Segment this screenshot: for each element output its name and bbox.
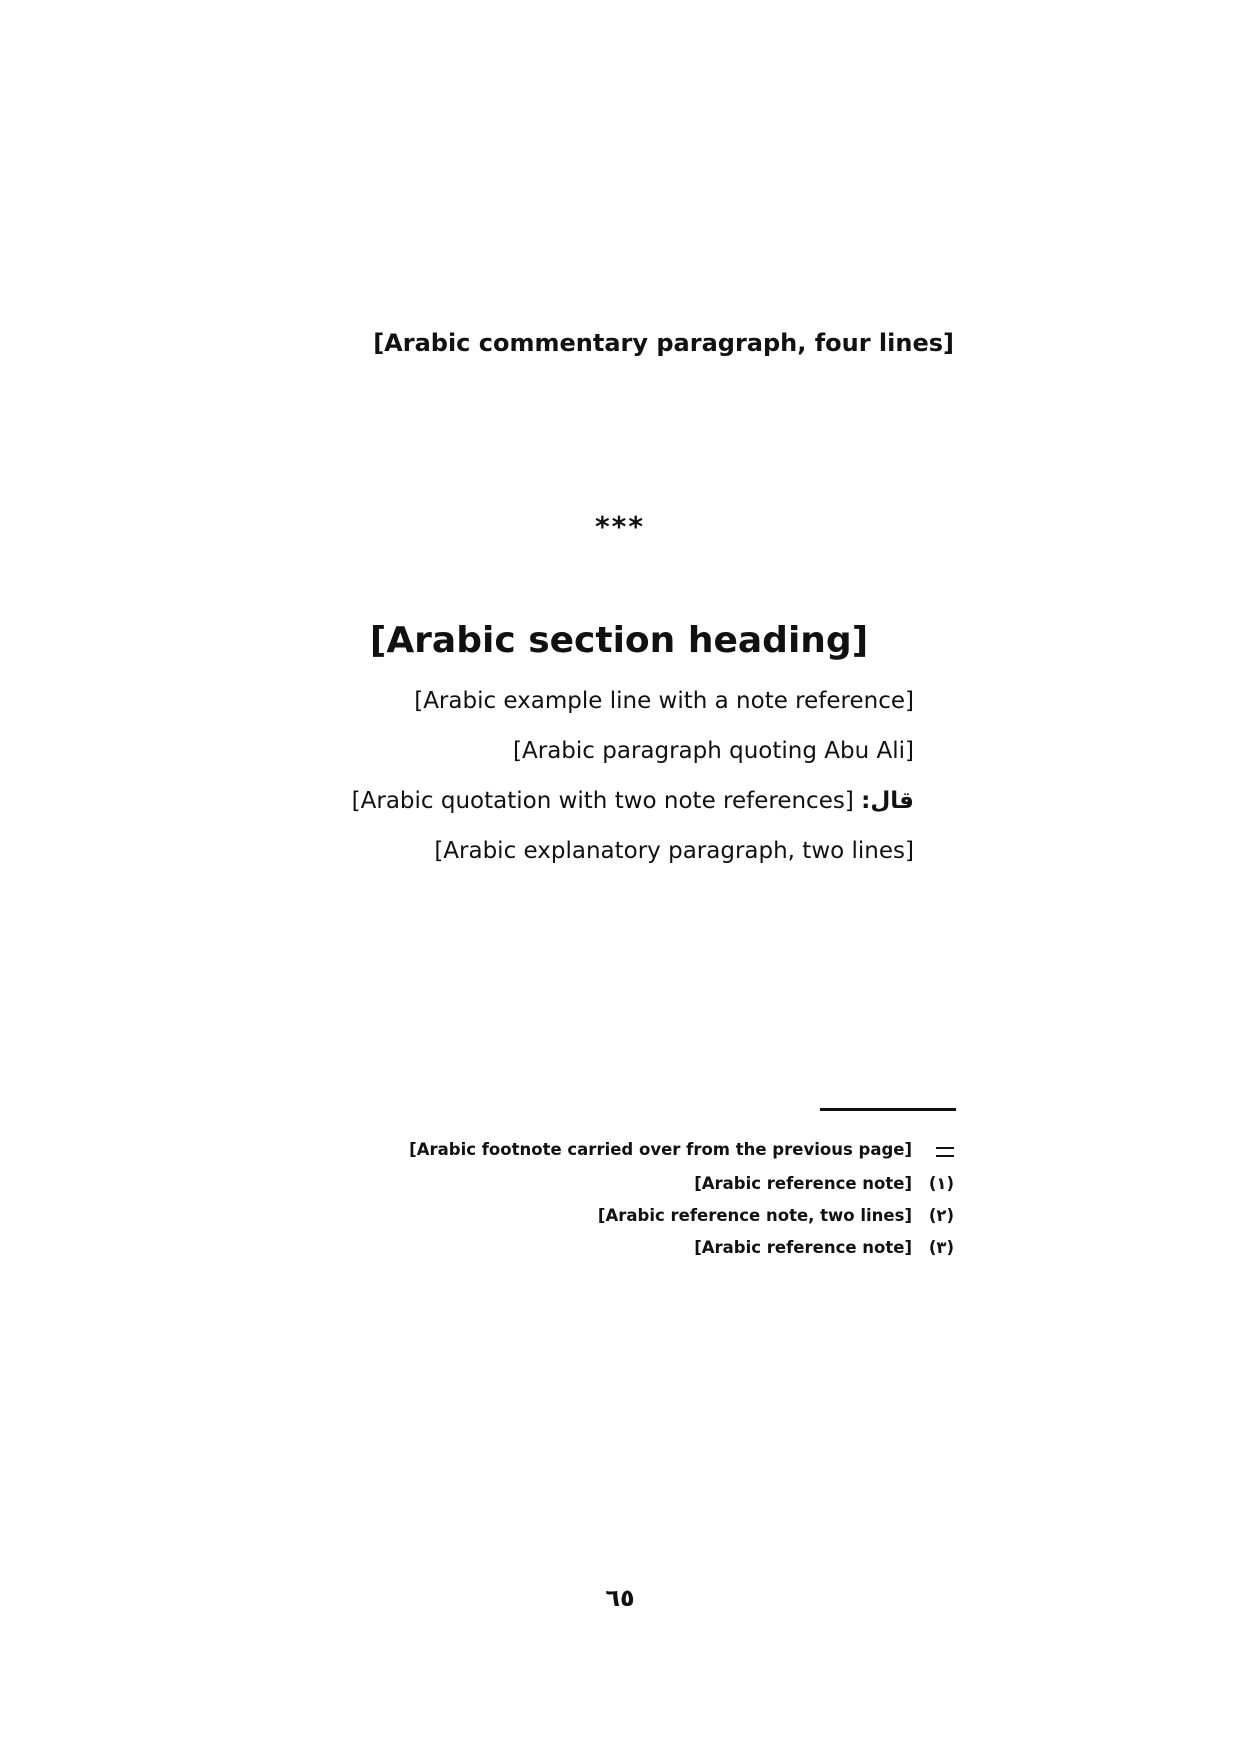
section-heading: [Arabic section heading]	[369, 620, 869, 661]
footnote-number: (٣)	[928, 1238, 954, 1257]
footnote-text: [Arabic reference note]	[694, 1174, 912, 1193]
main-text	[284, 676, 954, 876]
footnote-item	[284, 1200, 954, 1232]
continuation-mark	[912, 1134, 954, 1168]
footnote-divider	[820, 1108, 956, 1111]
footnote-text: [Arabic reference note]	[694, 1238, 912, 1257]
qala-label: قال:	[861, 788, 914, 814]
commentary-paragraph: [Arabic commentary paragraph, four lines]	[373, 329, 954, 357]
footnote-number: (٢)	[928, 1206, 954, 1225]
footnote-item	[284, 1168, 954, 1200]
section-separator: ***	[595, 510, 645, 543]
footnote-item	[284, 1232, 954, 1264]
footnotes	[284, 1134, 954, 1264]
explanation-paragraph: [Arabic explanatory paragraph, two lines]	[434, 838, 914, 864]
qala-text: [Arabic quotation with two note references]	[351, 788, 854, 814]
page-number: ٦٥	[605, 1584, 635, 1612]
footnote-text: [Arabic reference note, two lines]	[597, 1206, 912, 1225]
qala-paragraph	[284, 776, 954, 826]
abu-ali-paragraph: [Arabic paragraph quoting Abu Ali]	[513, 738, 914, 764]
footnote-continuation	[284, 1134, 954, 1168]
example-line: [Arabic example line with a note reference]	[414, 688, 914, 714]
footnote-text: [Arabic footnote carried over from the previous page]	[409, 1140, 912, 1159]
footnote-number: (١)	[928, 1174, 954, 1193]
